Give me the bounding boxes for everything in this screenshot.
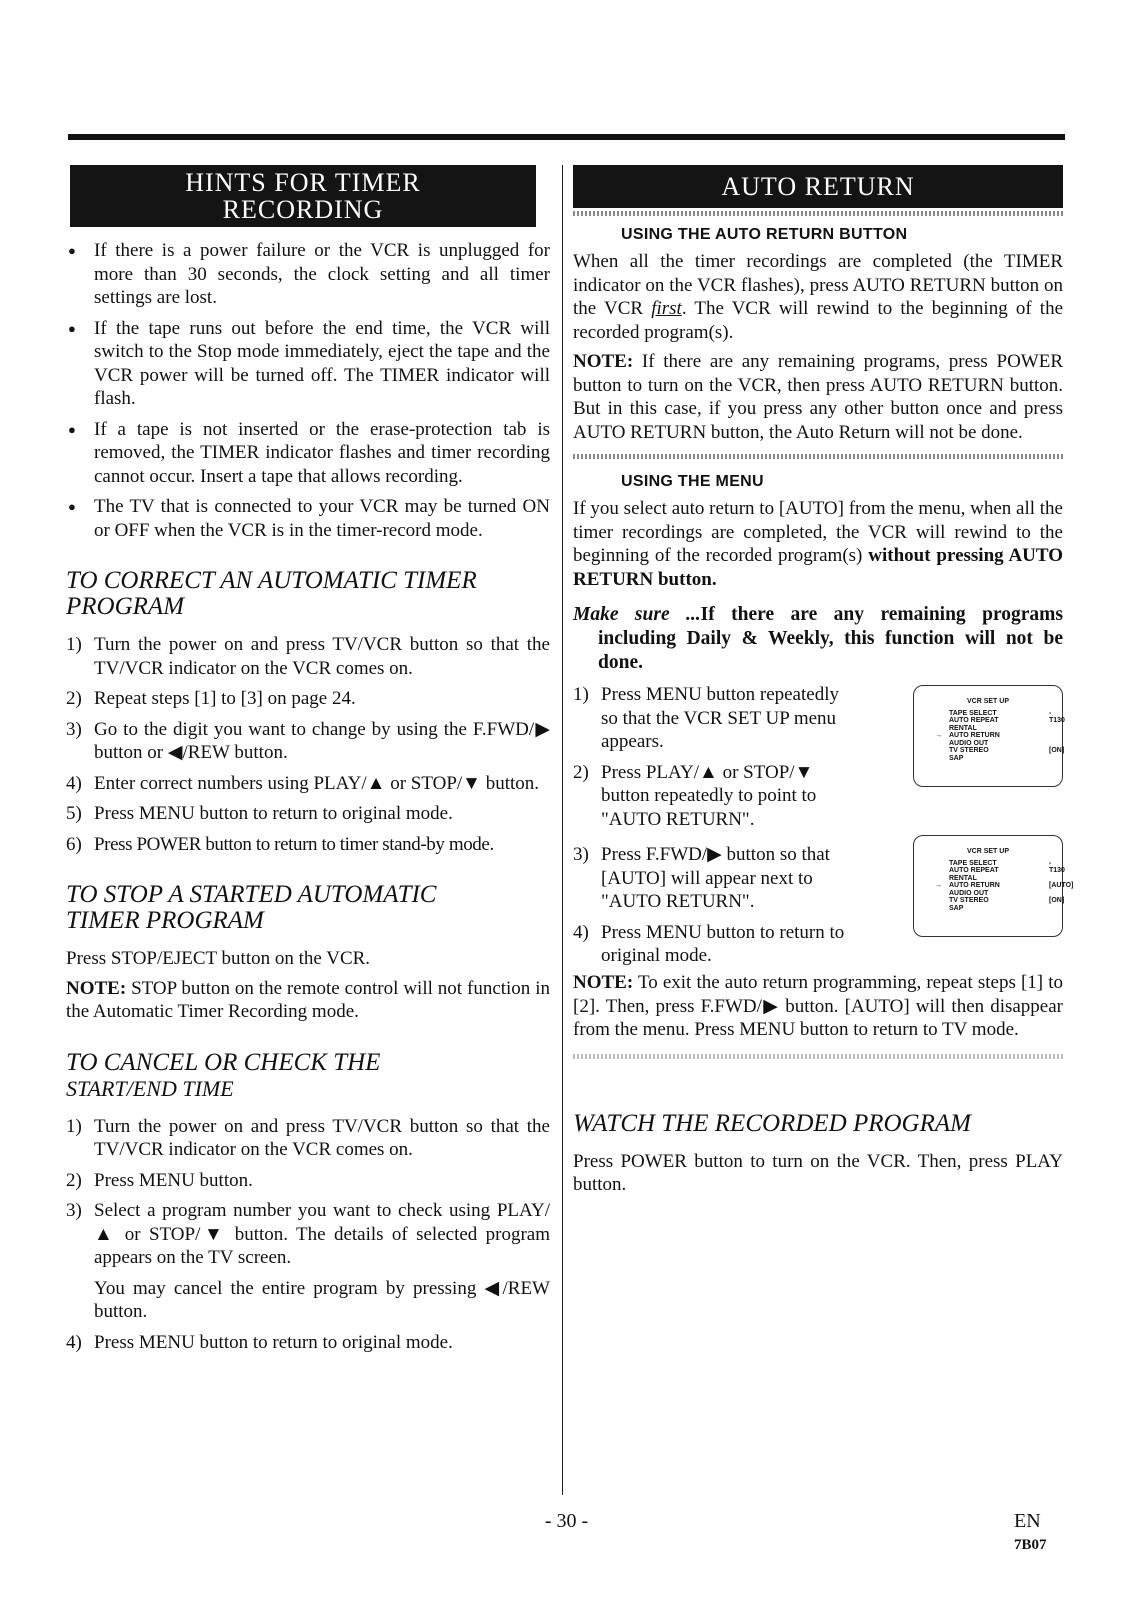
step-text: Select a program number you want to check using PLAY/▲ or STOP/▼ button. The details of selected program appears on the TV screen. xyxy=(94,1200,550,1268)
step-text: Press F.FWD/▶ button so that [AUTO] will appear next to "AUTO RETURN". xyxy=(601,844,830,912)
menu-item xyxy=(949,890,1062,898)
arrow-right-icon: → xyxy=(935,732,942,739)
stop-heading-line1: TO STOP A STARTED AUTOMATIC xyxy=(66,881,437,908)
step-item xyxy=(66,802,550,826)
menu-steps-block-2 xyxy=(573,843,1074,971)
watch-text: Press POWER button to turn on the VCR. Then, press PLAY button. xyxy=(573,1150,1063,1195)
step-item xyxy=(573,921,856,968)
right-column xyxy=(573,165,1074,1197)
menu-item xyxy=(949,875,1062,883)
cancel-heading-line2: START/END TIME xyxy=(66,1075,234,1101)
page-number: - 30 - xyxy=(544,1510,589,1532)
cancel-steps xyxy=(66,1115,550,1270)
menu-item xyxy=(949,740,1062,748)
menu-item-label: AUTO REPEAT xyxy=(949,867,999,874)
menu-item-label: AUDIO OUT xyxy=(949,889,989,897)
step-item xyxy=(573,761,856,832)
menu-item-value: -T130 xyxy=(1049,859,1065,874)
note-text: STOP button on the remote control will not function in the Automatic Timer Recording mode. xyxy=(66,977,550,1022)
step-item xyxy=(66,1331,550,1355)
language-code: EN xyxy=(1014,1510,1041,1532)
step-number: 4) xyxy=(573,921,589,943)
step-text: Press POWER button to return to timer stand-by mode. xyxy=(94,833,494,855)
step-number: 2) xyxy=(573,761,589,783)
text-part: . The VCR will rewind to the beginning of the recorded program(s). xyxy=(573,298,1063,343)
menu-title: VCR SET UP xyxy=(966,848,1009,855)
menu-item xyxy=(935,882,1074,890)
stop-heading xyxy=(66,882,550,934)
note-text: To exit the auto return programming, repeat steps [1] to [2]. Then, press F.FWD/▶ button. [AUTO] will then disappear from the menu. Press MENU button to return to TV mode. xyxy=(573,972,1063,1040)
note-text: If there are any remaining programs, press POWER button to turn on the VCR, then press AUTO RETURN button. But in this case, if you press any other button once and press AUTO RETURN button, the Auto Return will not be done. xyxy=(573,351,1063,443)
using-button-text xyxy=(573,250,1063,344)
menu-title: VCR SET UP xyxy=(966,698,1009,705)
step-number: 6) xyxy=(66,833,82,855)
step-item xyxy=(66,1115,550,1162)
hints-banner xyxy=(70,165,536,227)
make-sure-text: If there are any remaining programs including Daily & Weekly, this function will not be done. xyxy=(598,604,1063,673)
hint-item: ● If there is a power failure or the VCR is unplugged for more than 30 seconds, the clock setting and all timer settings are lost. xyxy=(66,239,550,310)
note-label: NOTE: xyxy=(573,351,634,372)
menu-item-value: [ON] xyxy=(1049,897,1065,904)
menu-item-label: RENTAL xyxy=(949,874,977,882)
menu-item xyxy=(949,747,1065,755)
dotted-rule xyxy=(573,454,1063,459)
correct-heading-line2: PROGRAM xyxy=(66,593,185,620)
hint-item: ● If a tape is not inserted or the erase-protection tab is removed, the TIMER indicator flashes and timer recording cannot occur. Insert a tape that allows recording. xyxy=(66,418,550,489)
step-number: 4) xyxy=(66,1331,82,1353)
step-text: Enter correct numbers using PLAY/▲ or STOP/▼ button. xyxy=(94,772,540,794)
step-text: Press PLAY/▲ or STOP/▼ button repeatedly to point to "AUTO RETURN". xyxy=(601,761,817,830)
model-code: 7B07 xyxy=(1014,1537,1047,1553)
menu-item xyxy=(935,732,1062,740)
using-menu-note xyxy=(573,971,1063,1042)
hints-list xyxy=(66,239,550,542)
correct-heading-line1: TO CORRECT AN AUTOMATIC TIMER xyxy=(66,567,477,594)
cancel-heading-line1: TO CANCEL OR CHECK THE xyxy=(66,1048,381,1076)
cancel-steps-end xyxy=(66,1331,550,1355)
note-label: NOTE: xyxy=(573,972,634,993)
step-number: 5) xyxy=(66,803,82,824)
stop-text: Press STOP/EJECT button on the VCR. xyxy=(66,948,371,969)
stop-note xyxy=(66,977,550,1024)
auto-return-banner-title: AUTO RETURN xyxy=(721,172,915,201)
using-menu-text xyxy=(573,497,1063,591)
step-item xyxy=(66,1169,550,1193)
emphasis-first: first xyxy=(651,298,682,319)
step-text: Press MENU button. xyxy=(94,1169,253,1191)
stop-heading-line2: TIMER PROGRAM xyxy=(66,907,264,934)
step-number: 2) xyxy=(66,688,82,709)
menu-item xyxy=(949,755,1062,763)
menu-item-value: [AUTO] xyxy=(1049,882,1074,889)
correct-heading xyxy=(66,568,550,620)
menu-item-label: AUTO RETURN xyxy=(949,882,1000,889)
hint-item: ● The TV that is connected to your VCR may be turned ON or OFF when the VCR is in the timer-record mode. xyxy=(66,495,550,542)
step-number: 3) xyxy=(573,844,589,865)
menu-item xyxy=(949,867,1062,875)
menu-item-label: SAP xyxy=(949,754,964,762)
step-item xyxy=(573,843,856,914)
vcr-setup-menu-1 xyxy=(913,685,1063,787)
step-number: 2) xyxy=(66,1169,82,1191)
make-sure-label: Make sure ... xyxy=(573,604,701,625)
step-text: Turn the power on and press TV/VCR button so that the TV/VCR indicator on the VCR comes on. xyxy=(94,634,550,679)
dotted-rule xyxy=(573,211,1063,216)
make-sure-note xyxy=(573,603,1063,675)
menu-item-label: SAP xyxy=(949,904,964,912)
step-number: 4) xyxy=(66,772,82,794)
step-text: Press MENU button to return to original mode. xyxy=(601,921,845,966)
menu-item-label: RENTAL xyxy=(949,724,977,732)
hint-item: ● If the tape runs out before the end time, the VCR will switch to the Stop mode immediately, eject the tape and the VCR power will be turned off. The TIMER indicator will flash. xyxy=(66,317,550,411)
menu-item-label: TAPE SELECT xyxy=(949,859,997,867)
using-button-heading: USING THE AUTO RETURN BUTTON xyxy=(621,226,908,243)
text-part: If you select auto return to [AUTO] from the menu, when all the timer recordings are completed, the VCR will rewind to the beginning of the recorded program(s) xyxy=(573,498,1063,566)
vcr-setup-menu-2 xyxy=(913,835,1074,937)
using-menu-heading: USING THE MENU xyxy=(621,473,764,490)
step-text: Press MENU button to return to original mode. xyxy=(94,803,453,824)
dotted-rule xyxy=(573,1054,1063,1059)
using-button-note xyxy=(573,350,1063,444)
cancel-heading xyxy=(66,1050,550,1102)
menu-item xyxy=(949,905,1062,913)
step-number: 3) xyxy=(66,1200,82,1221)
menu-item-label: TV STEREO xyxy=(949,747,989,754)
step-text: Repeat steps [1] to [3] on page 24. xyxy=(94,688,356,709)
step-item xyxy=(66,772,550,796)
cancel-extra: You may cancel the entire program by pressing ◀/REW button. xyxy=(94,1277,550,1322)
step-text: Go to the digit you want to change by using the F.FWD/▶ button or ◀/REW button. xyxy=(94,718,550,763)
menu-item-value: -T130 xyxy=(1049,709,1065,724)
note-label: NOTE: xyxy=(66,977,127,999)
menu-item-label: TV STEREO xyxy=(949,897,989,904)
step-item xyxy=(66,833,550,857)
auto-return-banner xyxy=(573,165,1063,208)
menu-item-label: AUDIO OUT xyxy=(949,739,989,747)
text-bold: without pressing AUTO RETURN button. xyxy=(573,545,1064,590)
step-number: 3) xyxy=(66,718,82,740)
menu-item xyxy=(949,717,1062,725)
text-part: When all the timer recordings are completed (the TIMER indicator on the VCR flashes), press AUTO RETURN button on the VCR xyxy=(573,251,1063,319)
hints-banner-line1: HINTS FOR TIMER xyxy=(185,168,421,197)
menu-item-label: TAPE SELECT xyxy=(949,709,997,717)
column-divider xyxy=(562,165,563,1495)
step-item xyxy=(573,683,856,754)
menu-item xyxy=(949,897,1065,905)
left-column xyxy=(66,165,550,1361)
menu-item-label: AUTO REPEAT xyxy=(949,717,999,724)
step-text: Press MENU button to return to original mode. xyxy=(94,1331,453,1353)
step-item xyxy=(66,687,550,711)
arrow-right-icon: → xyxy=(935,882,942,889)
step-number: 1) xyxy=(66,1115,82,1137)
step-item xyxy=(66,1199,550,1270)
menu-item xyxy=(949,725,1062,733)
correct-steps xyxy=(66,633,550,856)
hints-banner-line2: RECORDING xyxy=(222,195,384,224)
step-item xyxy=(66,718,550,765)
top-rule xyxy=(68,134,1065,140)
step-text: Press MENU button repeatedly so that the VCR SET UP menu appears. xyxy=(601,684,839,752)
watch-heading: WATCH THE RECORDED PROGRAM xyxy=(573,1109,971,1137)
step-number: 1) xyxy=(573,684,589,705)
menu-item-label: AUTO RETURN xyxy=(949,732,1000,739)
menu-item-value: [ON] xyxy=(1049,747,1065,754)
step-number: 1) xyxy=(66,634,82,655)
step-item xyxy=(66,633,550,680)
menu-steps-block-1 xyxy=(573,683,1063,835)
step-text: Turn the power on and press TV/VCR button so that the TV/VCR indicator on the VCR comes on. xyxy=(94,1115,550,1160)
